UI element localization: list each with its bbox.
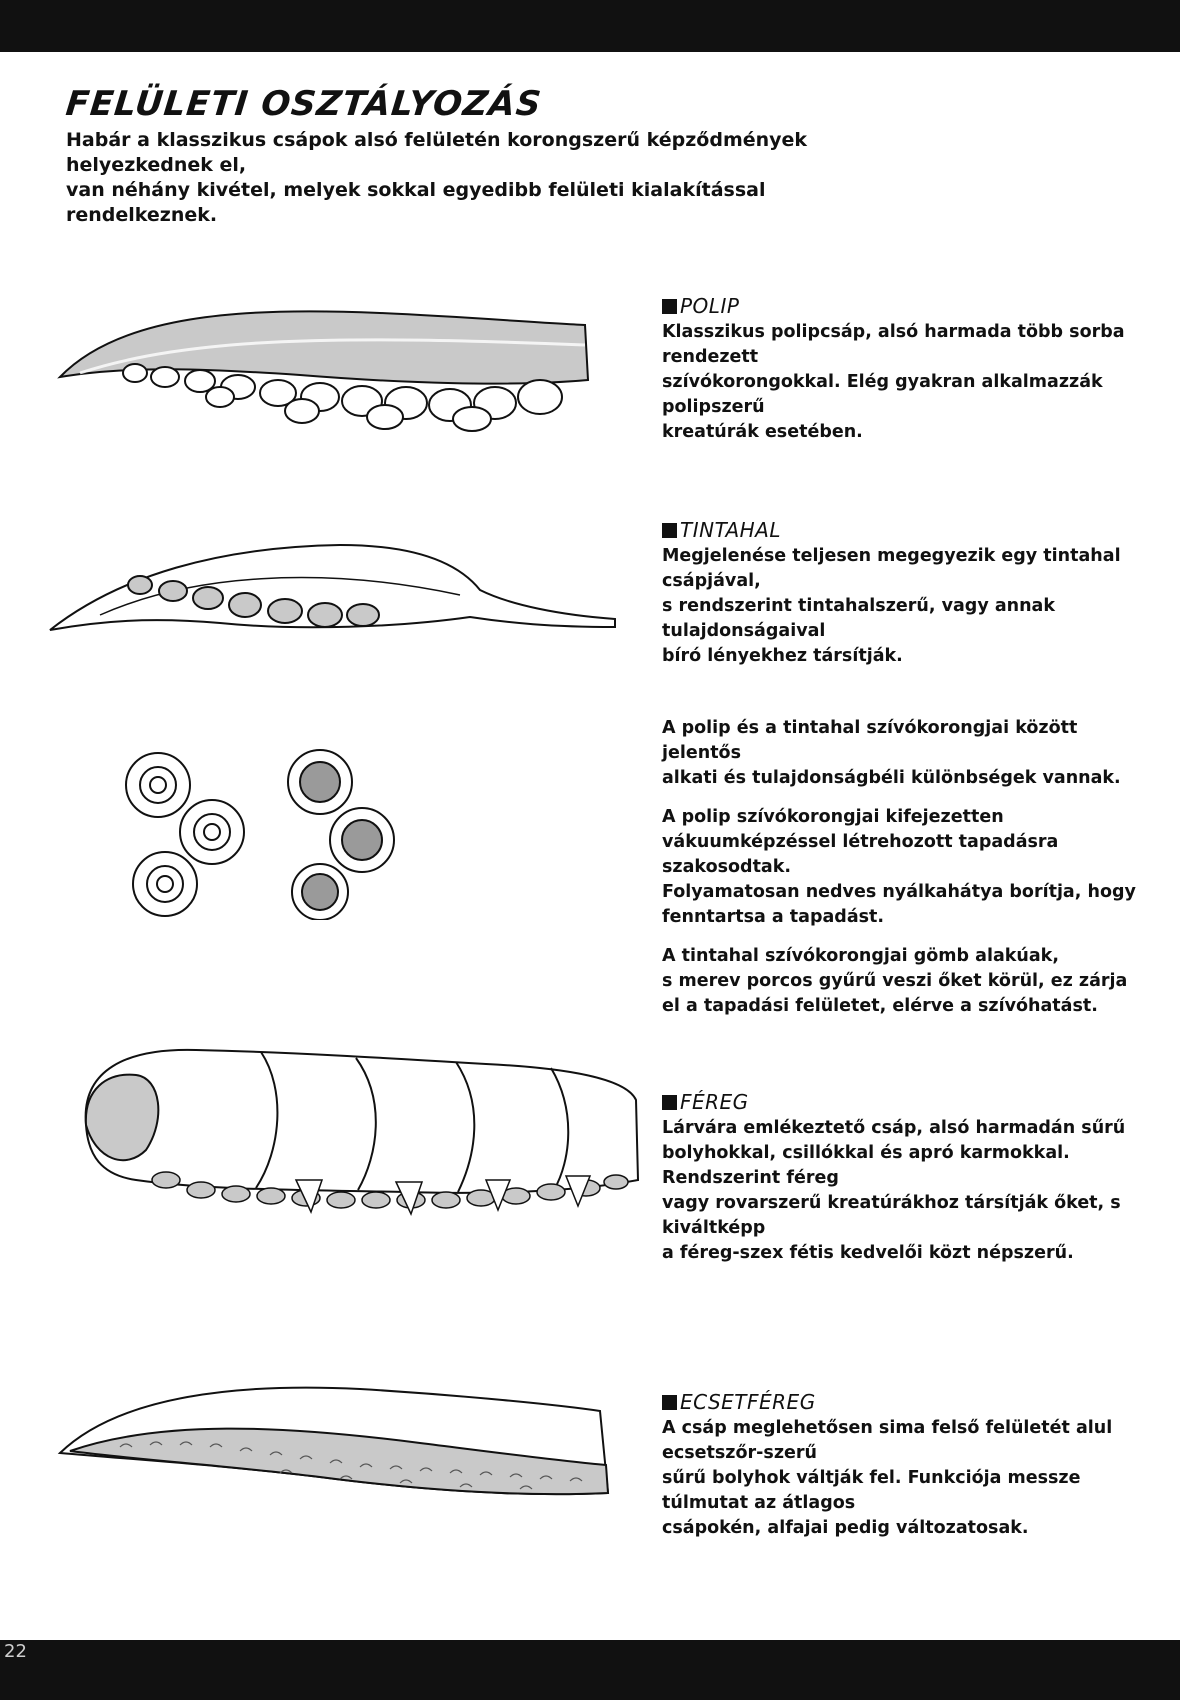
note-line: alkati és tulajdonságbéli különbségek vannak. — [662, 768, 1121, 788]
section-polip — [662, 294, 1152, 445]
body-line: szívókorongokkal. Elég gyakran alkalmazzák polipszerű — [662, 372, 1103, 417]
intro-line: Habár a klasszikus csápok alsó felületén korongszerű képződmények helyezkednek el, — [66, 129, 808, 176]
bullet-square-icon — [662, 1095, 677, 1110]
body-line: Megjelenése teljesen megegyezik egy tintahal csápjával, — [662, 546, 1121, 591]
body-line: kreatúrák esetében. — [662, 422, 863, 442]
section-title: FÉREG — [680, 1090, 749, 1114]
note-line: A polip szívókorongjai kifejezetten — [662, 807, 1004, 827]
page-number: 22 — [4, 1641, 27, 1662]
top-black-bar — [0, 0, 1180, 52]
body-line: a féreg-szex fétis kedvelői közt népszerű. — [662, 1243, 1074, 1263]
body-line: csápokén, alfajai pedig változatosak. — [662, 1518, 1029, 1538]
bullet-square-icon — [662, 523, 677, 538]
note-line: s merev porcos gyűrű veszi őket körül, ez zárja — [662, 971, 1128, 991]
body-line: vagy rovarszerű kreatúrákhoz társítják őket, s kiváltképp — [662, 1193, 1121, 1238]
section-tintahal — [662, 518, 1152, 669]
bottom-black-bar — [0, 1640, 1180, 1700]
intro-text — [66, 128, 886, 228]
body-line: Lárvára emlékeztető csáp, alsó harmadán sűrű — [662, 1118, 1126, 1138]
section-ecsetfereg — [662, 1390, 1152, 1541]
section-fereg — [662, 1090, 1152, 1266]
section-header — [662, 1390, 1152, 1414]
note-line: el a tapadási felületet, elérve a szívóhatást. — [662, 996, 1098, 1016]
section-title: ECSETFÉREG — [680, 1390, 816, 1414]
body-line: Klasszikus polipcsáp, alsó harmada több sorba rendezett — [662, 322, 1125, 367]
note-line: vákuumképzéssel létrehozott tapadásra szakosodtak. — [662, 832, 1059, 877]
bullet-square-icon — [662, 1395, 677, 1410]
body-line: bíró lényekhez társítják. — [662, 646, 903, 666]
note-line: fenntartsa a tapadást. — [662, 907, 885, 927]
body-line: sűrű bolyhok váltják fel. Funkciója messze túlmutat az átlagos — [662, 1468, 1081, 1513]
note-paragraph — [662, 944, 1152, 1019]
octopus-tentacle-illustration — [40, 285, 600, 435]
body-line: bolyhokkal, csillókkal és apró karmokkal. Rendszerint féreg — [662, 1143, 1070, 1188]
intro-line: van néhány kivétel, melyek sokkal egyedibb felületi kialakítással rendelkeznek. — [66, 179, 766, 226]
bullet-square-icon — [662, 299, 677, 314]
suckers-note — [662, 716, 1152, 1033]
page-title: FELÜLETI OSZTÁLYOZÁS — [63, 84, 544, 124]
note-line: Folyamatosan nedves nyálkahátya borítja, hogy — [662, 882, 1136, 902]
worm-tentacle-illustration — [66, 1030, 646, 1220]
note-line: A tintahal szívókorongjai gömb alakúak, — [662, 946, 1059, 966]
section-body — [662, 544, 1152, 669]
section-header — [662, 518, 1152, 542]
suckers-comparison-illustration — [120, 740, 400, 920]
note-paragraph — [662, 716, 1152, 791]
section-header — [662, 294, 1152, 318]
body-line: A csáp meglehetősen sima felső felületét alul ecsetszőr-szerű — [662, 1418, 1113, 1463]
section-title: POLIP — [680, 294, 740, 318]
brushworm-tentacle-illustration — [40, 1365, 620, 1505]
body-line: s rendszerint tintahalszerű, vagy annak tulajdonságaival — [662, 596, 1055, 641]
squid-tentacle-illustration — [40, 535, 620, 645]
section-body — [662, 320, 1152, 445]
section-body — [662, 1416, 1152, 1541]
section-body — [662, 1116, 1152, 1266]
note-line: A polip és a tintahal szívókorongjai között jelentős — [662, 718, 1078, 763]
section-header — [662, 1090, 1152, 1114]
note-paragraph — [662, 805, 1152, 930]
section-title: TINTAHAL — [680, 518, 782, 542]
